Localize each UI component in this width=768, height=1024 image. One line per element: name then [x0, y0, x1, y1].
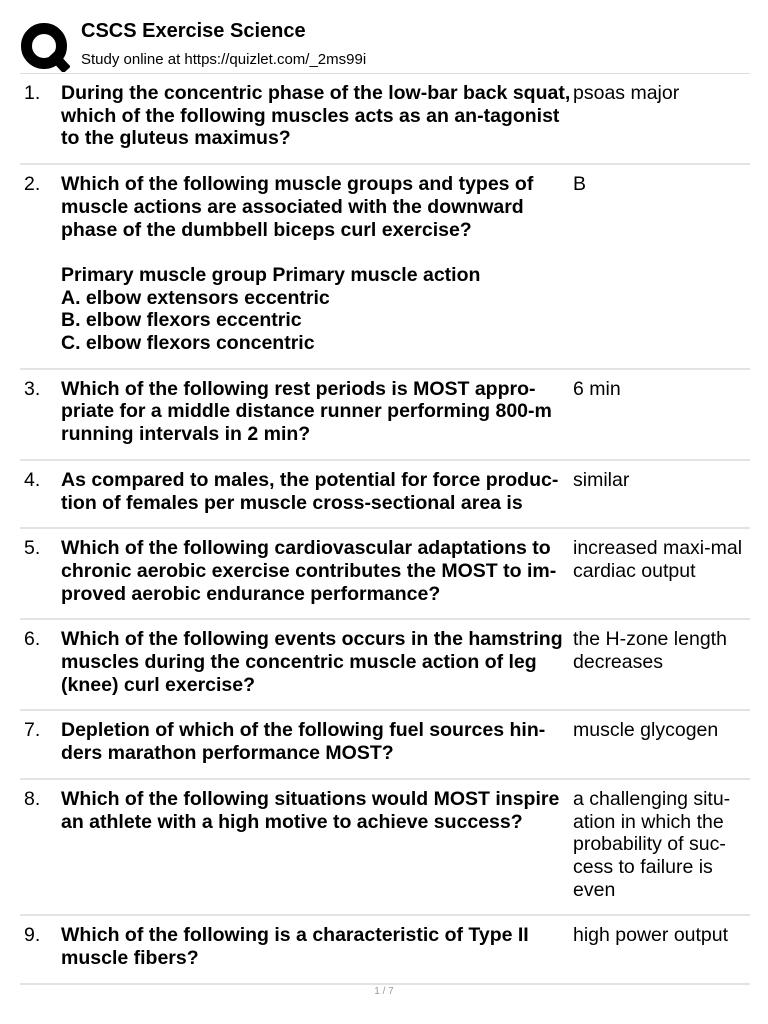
- card-number: 6.: [24, 628, 41, 651]
- card-number: 7.: [24, 719, 41, 742]
- flashcard-row: [20, 780, 750, 917]
- card-number: 8.: [24, 787, 41, 810]
- document-header: [20, 14, 750, 72]
- study-online-link[interactable]: Study online at https://quizlet.com/_2ms99i: [81, 51, 367, 68]
- card-term: Which of the following situations would MOST inspire an athlete with a high motive to achieve success?: [61, 787, 560, 833]
- flashcard-row: [20, 711, 750, 779]
- card-number: 2.: [24, 173, 41, 196]
- card-term: Which of the following events occurs in the hamstring muscles during the concentric muscle action of leg (knee) curl exercise?: [61, 628, 563, 696]
- card-term: As compared to males, the potential for force produc-tion of females per muscle cross-sectional area is: [61, 468, 559, 514]
- card-number: 4.: [24, 468, 41, 491]
- card-definition: the H-zone length decreases: [573, 628, 727, 674]
- card-definition: B: [573, 173, 587, 196]
- card-definition: 6 min: [573, 377, 621, 400]
- card-term: Depletion of which of the following fuel sources hin-ders marathon performance MOST?: [61, 719, 546, 765]
- card-term: Which of the following cardiovascular adaptations to chronic aerobic exercise contributes the MOST to im-proved aerobic endurance performance?: [61, 537, 557, 605]
- flashcard-row: [20, 461, 750, 529]
- flashcard-row: [20, 916, 750, 984]
- page-number: 1 / 7: [374, 986, 394, 997]
- card-term: Which of the following is a characteristic of Type II muscle fibers?: [61, 924, 529, 970]
- flashcard-row: [20, 620, 750, 711]
- card-definition: increased maxi-mal cardiac output: [573, 537, 743, 582]
- card-definition: similar: [573, 468, 630, 491]
- quizlet-logo-icon: [20, 22, 70, 72]
- flashcard-row: [20, 74, 750, 165]
- card-number: 9.: [24, 924, 41, 947]
- flashcard-row: [20, 529, 750, 620]
- card-number: 1.: [24, 82, 41, 104]
- flashcard-row: [20, 370, 750, 461]
- card-term: Which of the following muscle groups and types of muscle actions are associated with the downward phase of the dumbbell biceps curl exercise? Primary muscle group Primary muscle action A. elbow extensors eccentric B. elbow flexors eccentric C. elbow flexors concentric: [61, 173, 534, 355]
- document-title: CSCS Exercise Science: [81, 20, 306, 42]
- card-term: During the concentric phase of the low-bar back squat, which of the following muscles acts as an an-tagonist to the gluteus maximus?: [61, 82, 571, 150]
- card-term: Which of the following rest periods is MOST appro-priate for a middle distance runner performing 800-m running intervals in 2 min?: [61, 377, 552, 446]
- card-number: 5.: [24, 537, 41, 560]
- card-definition: high power output: [573, 924, 729, 947]
- flashcard-row: [20, 165, 750, 370]
- card-definition: a challenging situ-ation in which the probability of suc-cess to failure is even: [573, 787, 731, 901]
- flashcard-list: [20, 74, 750, 985]
- card-number: 3.: [24, 377, 41, 400]
- card-definition: psoas major: [573, 82, 680, 104]
- card-definition: muscle glycogen: [573, 719, 719, 742]
